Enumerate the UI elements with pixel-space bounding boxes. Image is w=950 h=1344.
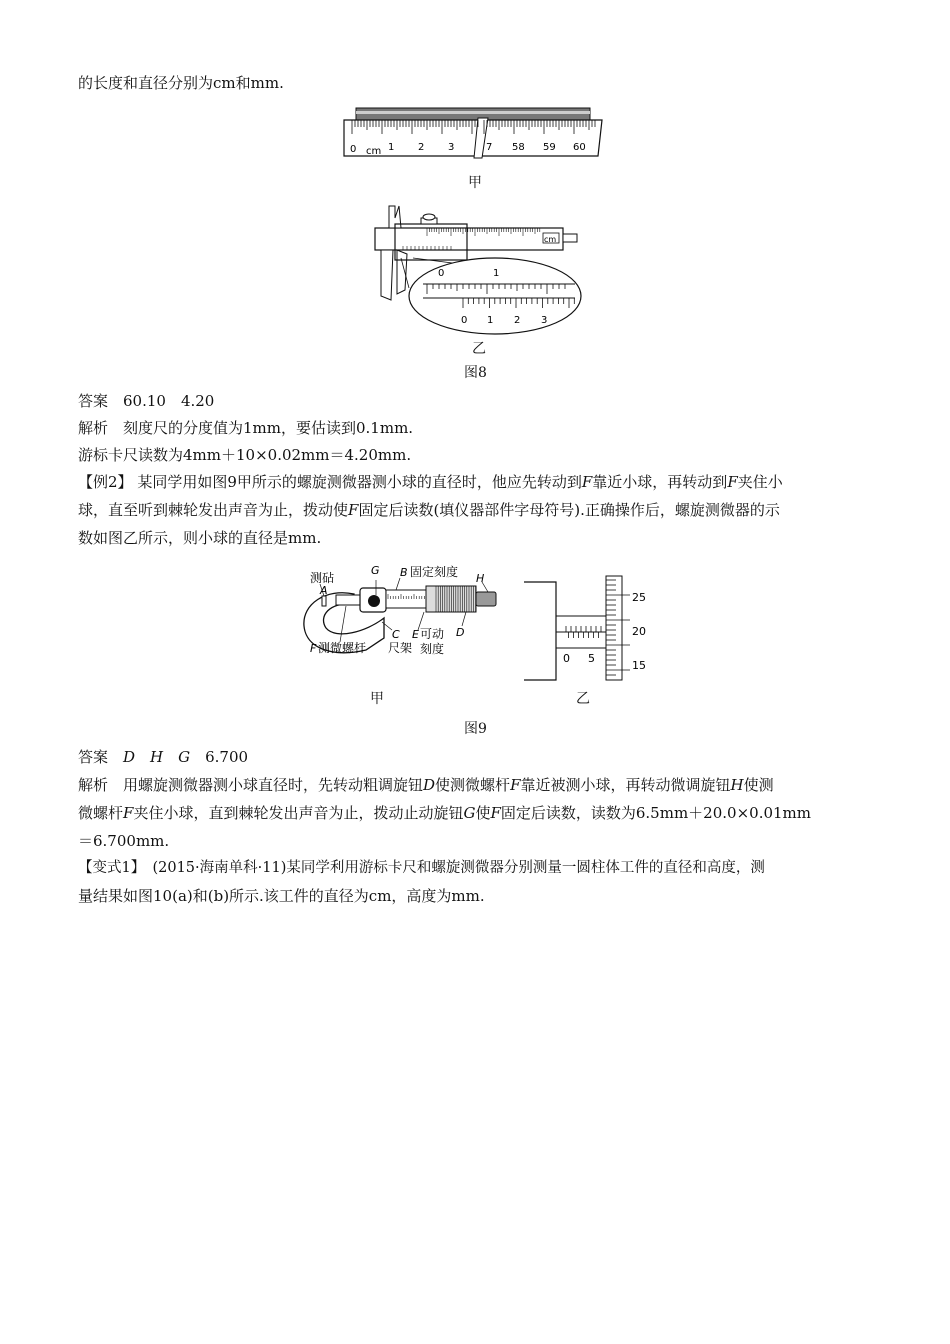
label-F: F (310, 642, 317, 655)
text: 球，直至听到棘轮发出声音为止，拨动使 (78, 501, 349, 519)
ruler-tick-label: 2 (418, 142, 425, 153)
thimble-label: 20 (632, 625, 646, 638)
label-frame: 尺架 (388, 641, 413, 655)
ruler-unit: cm (366, 146, 382, 157)
answer-2 (78, 747, 248, 767)
figure-8a-caption: 甲 (468, 175, 482, 191)
text: 固定后读数，读数为6.5mm＋20.0×0.01mm (500, 804, 811, 822)
ruler-tick-label: 0 (350, 144, 357, 155)
example-2-line-1 (78, 472, 783, 492)
label-G: G (371, 564, 380, 577)
figure-8-title: 图8 (464, 365, 487, 381)
analysis-2-line-1 (78, 775, 774, 795)
label-anvil: 测砧 (310, 571, 335, 585)
figure-8b-caliper (365, 200, 585, 338)
ruler-tick-label: 58 (512, 142, 525, 153)
text: 使 (475, 804, 491, 822)
label-H: H (476, 572, 485, 585)
intro-text: 的长度和直径分别为cm和mm. (78, 74, 284, 92)
answer-value: 6.700 (205, 748, 249, 766)
main-scale-label: 1 (493, 268, 500, 279)
text: 靠近小球，再转动到 (592, 473, 728, 491)
symbol: G (463, 804, 476, 822)
ruler-tick-label: 60 (573, 142, 586, 153)
text: 夹住小球，直到棘轮发出声音为止，拨动止动旋钮 (133, 804, 464, 822)
label-A: A (320, 584, 328, 597)
answer-value: G (178, 748, 191, 766)
figure-9a-caption: 甲 (370, 691, 384, 707)
variant-1-line-2: 量结果如图10(a)和(b)所示.该工件的直径为cm，高度为mm. (78, 887, 485, 905)
text: 使测 (743, 776, 774, 794)
label-movable-1: 可动 (420, 627, 445, 641)
figure-9b-reading (520, 572, 660, 684)
analysis-1b: 游标卡尺读数为4mm＋10×0.02mm＝4.20mm. (78, 446, 412, 464)
analysis-1: 解析 刻度尺的分度值为1mm，要估读到0.1mm. (78, 419, 414, 437)
main-scale-label: 0 (438, 268, 445, 279)
sleeve-label: 0 (563, 652, 570, 665)
symbol: F (348, 501, 359, 519)
label-C: C (392, 628, 400, 641)
symbol: F (727, 473, 738, 491)
answer-1: 答案 60.10 4.20 (78, 392, 215, 410)
ruler-tick-label: 7 (486, 142, 493, 153)
thimble-label: 15 (632, 659, 646, 672)
figure-9a-micrometer (296, 560, 516, 668)
symbol: F (123, 804, 134, 822)
answer-label: 答案 (78, 748, 109, 766)
label-B: B (400, 566, 408, 579)
analysis-2-line-3: ＝6.700mm. (78, 832, 170, 850)
sleeve-label: 5 (588, 652, 595, 665)
text: 使测微螺杆 (435, 776, 511, 794)
figure-9b-caption: 乙 (576, 691, 590, 707)
text: 靠近被测小球，再转动微调旋钮 (520, 776, 731, 794)
text: 解析 用螺旋测微器测小球直径时，先转动粗调旋钮 (78, 776, 424, 794)
example-2-line-2 (78, 500, 780, 520)
label-movable-2: 刻度 (420, 642, 445, 656)
vernier-label: 2 (514, 315, 521, 326)
example-2-line-3: 数如图乙所示，则小球的直径是mm. (78, 529, 322, 547)
figure-8a-ruler (340, 100, 610, 166)
ruler-tick-label: 59 (543, 142, 556, 153)
label-E: E (412, 628, 419, 641)
label-D: D (456, 626, 465, 639)
answer-value: H (150, 748, 164, 766)
text: 某同学用如图9甲所示的螺旋测微器测小球的直径时，他应先转动到 (137, 473, 582, 491)
ruler-tick-label: 1 (388, 142, 395, 153)
label-fixed-scale: 固定刻度 (410, 565, 459, 579)
text: 固定后读数(填仪器部件字母符号).正确操作后，螺旋测微器的示 (358, 501, 780, 519)
analysis-2-line-2 (78, 803, 811, 823)
symbol: F (490, 804, 501, 822)
thimble-label: 25 (632, 591, 646, 604)
vernier-label: 3 (541, 315, 548, 326)
variant-1-line-1: 【变式1】 (2015·海南单科·11)某同学利用游标卡尺和螺旋测微器分别测量一圆柱体工件的直径和高度，测 (78, 860, 765, 876)
text: 微螺杆 (78, 804, 124, 822)
symbol: F (510, 776, 521, 794)
figure-8b-caption: 乙 (472, 341, 486, 357)
label-spindle: 测微螺杆 (318, 641, 367, 655)
symbol: D (423, 776, 436, 794)
vernier-label: 0 (461, 315, 468, 326)
figure-9-title: 图9 (464, 721, 487, 737)
symbol: H (730, 776, 744, 794)
vernier-label: 1 (487, 315, 494, 326)
text: 夹住小 (737, 473, 783, 491)
ruler-tick-label: 3 (448, 142, 455, 153)
symbol: F (581, 473, 593, 491)
answer-value: D (123, 748, 136, 766)
caliper-unit: cm (544, 235, 557, 244)
example-tag: 【例2】 (78, 473, 133, 491)
